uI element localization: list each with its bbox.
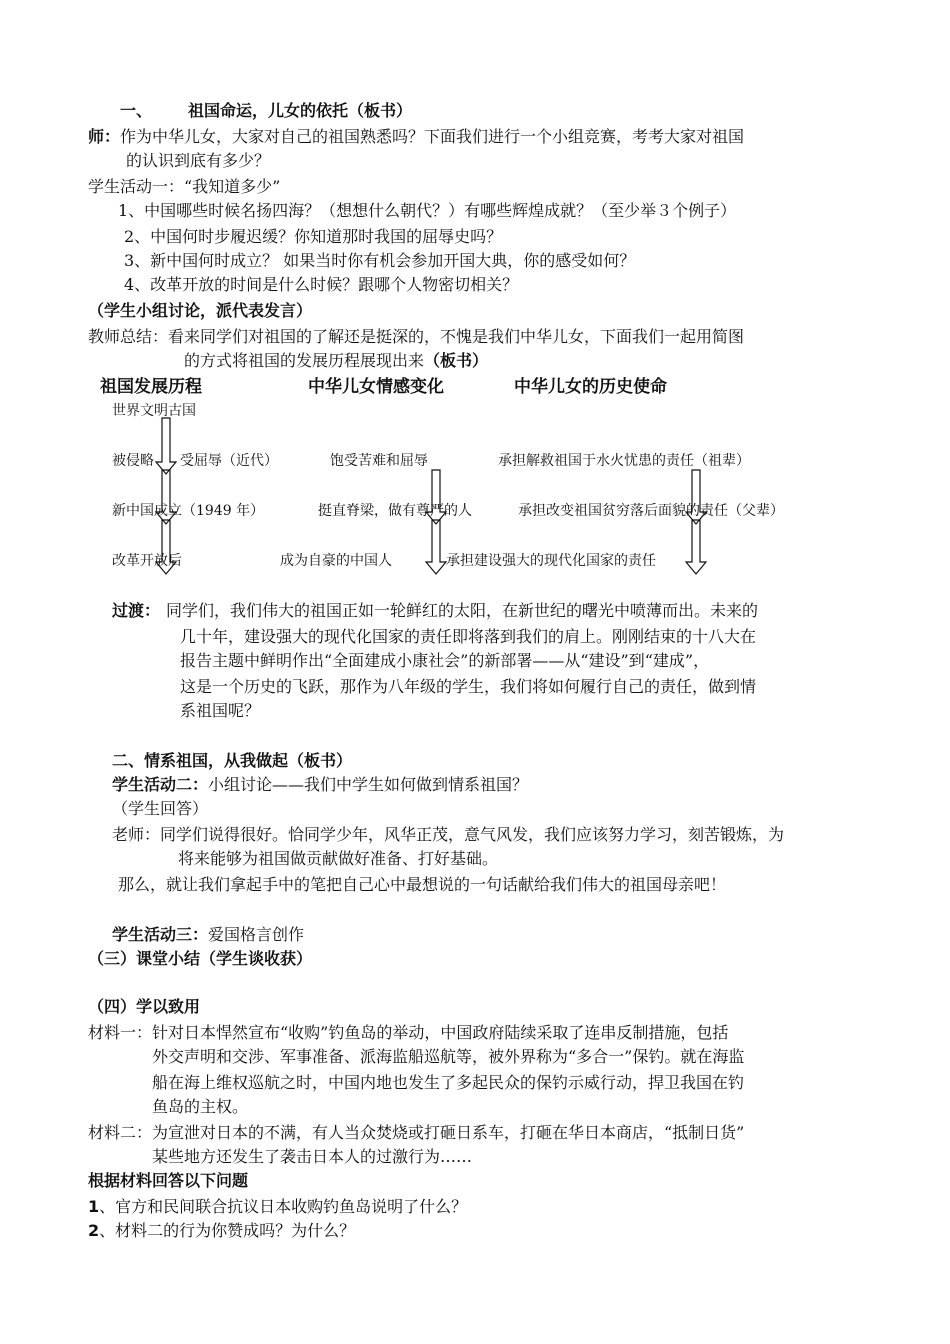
mission-1: 承担解救祖国于水火忧患的责任（祖辈） <box>498 453 750 469</box>
down-arrow-icon <box>426 470 446 524</box>
transition-line-5: 系祖国呢？ <box>180 701 261 720</box>
activity-2-label: 学生活动二： <box>112 775 209 794</box>
final-question-2-number: 2 <box>88 1221 100 1240</box>
transition-line-3: 报告主题中鲜明作出“全面建成小康社会”的新部署——从“建设”到“建成”， <box>180 651 710 670</box>
teacher-line-2: 的认识到底有多少？ <box>126 151 271 170</box>
final-question-1-number: 1 <box>88 1197 100 1216</box>
final-question-1 <box>88 1196 467 1218</box>
teacher-remark-line-1: 老师：同学们说得很好。恰同学少年，风华正茂，意气风发，我们应该努力学习，刻苦锻炼，为 <box>112 825 785 844</box>
section1-title: 祖国命运，儿女的依托（板书） <box>188 101 413 120</box>
diagram-header-history: 祖国发展历程 <box>100 377 202 397</box>
down-arrow-icon <box>686 520 706 574</box>
activity-3-label: 学生活动三： <box>112 925 209 944</box>
section4-title: （四）学以致用 <box>88 997 201 1016</box>
feeling-3: 成为自豪的中国人 <box>280 553 392 569</box>
feeling-1: 饱受苦难和屈辱 <box>330 453 428 469</box>
teacher-label: 师： <box>88 127 121 146</box>
material-1-line-4: 鱼岛的主权。 <box>152 1097 249 1116</box>
final-question-2 <box>88 1220 355 1242</box>
transition-line-1: 同学们，我们伟大的祖国正如一轮鲜红的太阳，在新世纪的曙光中喷薄而出。未来的 <box>166 601 759 620</box>
teacher-line-1: 作为中华儿女，大家对自己的祖国熟悉吗？下面我们进行一个小组竞赛，考考大家对祖国 <box>120 127 745 146</box>
down-arrow-icon <box>156 470 176 524</box>
history-stage-3: 新中国成立（1949 年） <box>112 503 265 519</box>
history-stage-1: 世界文明古国 <box>112 403 196 419</box>
history-stage-2: 被侵略 <box>112 453 154 469</box>
activity-3-text: 爱国格言创作 <box>208 925 305 944</box>
activity-2-text: 小组讨论——我们中学生如何做到情系祖国？ <box>208 775 529 794</box>
summary-text: 的方式将祖国的发展历程展现出来 <box>184 351 425 370</box>
diagram-header-feelings: 中华儿女情感变化 <box>308 377 444 397</box>
teacher-remark-line-2: 将来能够为祖国做贡献做好准备、打好基础。 <box>178 849 499 868</box>
transition-label: 过渡： <box>112 601 161 620</box>
down-arrow-icon <box>156 418 176 474</box>
question-4: 4、改革开放的时间是什么时候？跟哪个人物密切相关？ <box>124 275 519 294</box>
section3-title: （三）课堂小结（学生谈收获） <box>88 949 313 968</box>
history-stage-4: 改革开放后 <box>112 553 182 569</box>
section2-title: 二、情系祖国，从我做起（板书） <box>112 751 353 770</box>
material-2-line-1: 材料二：为宣泄对日本的不满，有人当众焚烧或打砸日系车，打砸在华日本商店，“抵制日货” <box>88 1123 745 1142</box>
material-1-line-3: 船在海上维权巡航之时，中国内地也发生了多起民众的保钓示威行动，捍卫我国在钓 <box>152 1073 745 1092</box>
down-arrow-icon <box>686 470 706 524</box>
teacher-summary-line-1: 教师总结：看来同学们对祖国的了解还是挺深的，不愧是我们中华儿女，下面我们一起用简图 <box>88 327 745 346</box>
feeling-2: 挺直脊梁，做有尊严的人 <box>318 503 472 519</box>
down-arrow-icon <box>426 520 446 574</box>
material-2-line-2: 某些地方还发生了袭击日本人的过激行为…… <box>152 1147 473 1166</box>
activity-3 <box>112 924 304 946</box>
down-arrow-icon <box>156 520 176 574</box>
material-1-line-2: 外交声明和交涉、军事准备、派海监船巡航等，被外界称为“多合一”保钓。就在海监 <box>152 1047 745 1066</box>
question-3: 3、新中国何时成立？ 如果当时你有机会参加开国大典，你的感受如何？ <box>124 251 636 270</box>
activity-2 <box>112 774 528 796</box>
final-question-2-text: 、材料二的行为你赞成吗？为什么？ <box>99 1221 356 1240</box>
activity-1: 学生活动一：“我知道多少” <box>88 177 281 196</box>
transition-line-4: 这是一个历史的飞跃，那作为八年级的学生，我们将如何履行自己的责任，做到情 <box>180 677 757 696</box>
history-stage-2-extra: 受屈辱（近代） <box>180 453 278 469</box>
final-question-1-text: 、官方和民间联合抗议日本收购钓鱼岛说明了什么？ <box>99 1197 468 1216</box>
group-discussion-note: （学生小组讨论，派代表发言） <box>88 301 313 320</box>
student-answer: （学生回答） <box>112 799 209 818</box>
material-1-line-1: 材料一：针对日本悍然宣布“收购”钓鱼岛的举动，中国政府陆续采取了连串反制措施，包括 <box>88 1023 729 1042</box>
transition-line-2: 几十年，建设强大的现代化国家的责任即将落到我们的肩上。刚刚结束的十八大在 <box>180 627 757 646</box>
summary-tag: （板书） <box>424 351 489 370</box>
question-2: 2、中国何时步履迟缓？你知道那时我国的屈辱史吗？ <box>124 227 503 246</box>
diagram-header-missions: 中华儿女的历史使命 <box>514 377 667 397</box>
mission-3: 承担建设强大的现代化国家的责任 <box>446 553 656 569</box>
mission-2: 承担改变祖国贫穷落后面貌的责任（父辈） <box>518 503 784 519</box>
closing-remark: 那么，就让我们拿起手中的笔把自己心中最想说的一句话献给我们伟大的祖国母亲吧！ <box>118 875 727 894</box>
question-prompt: 根据材料回答以下问题 <box>88 1171 249 1190</box>
question-1: 1、中国哪些时候名扬四海？（想想什么朝代？）有哪些辉煌成就？（至少举３个例子） <box>118 201 737 220</box>
section1-number: 一、 <box>120 101 153 120</box>
